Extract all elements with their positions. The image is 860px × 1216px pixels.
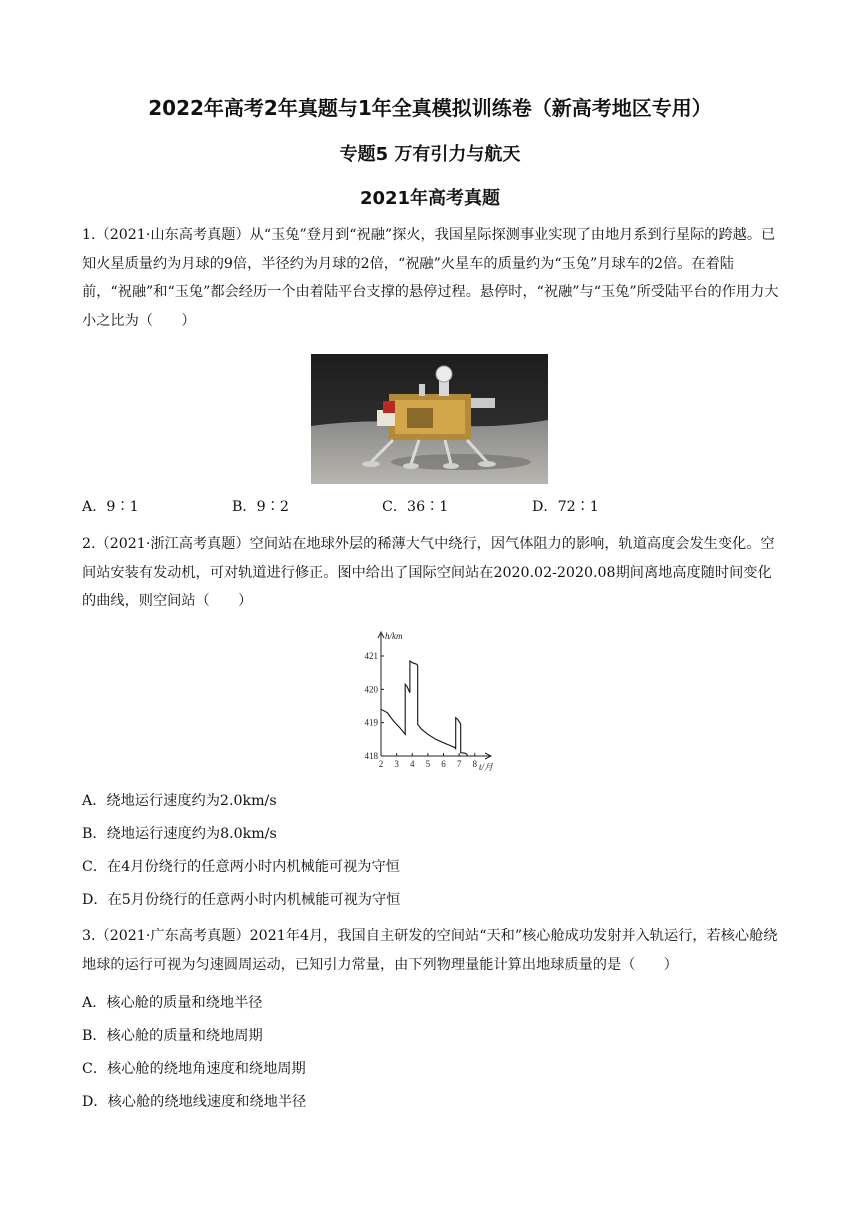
question-3-text: 3.（2021·广东高考真题）2021年4月，我国自主研发的空间站“天和”核心舱成功发射并入轨运行，若核心舱绕地球的运行可视为匀速圆周运动，已知引力常量，由下列物理量能计算出地球质量的是（ ） [82, 928, 778, 973]
y-axis-label: h/km [385, 631, 403, 641]
question-2-text: 2.（2021·浙江高考真题）空间站在地球外层的稀薄大气中绕行，因气体阻力的影响，轨道高度会发生变化。空间站安装有发动机，可对轨道进行修正。图中给出了国际空间站在2020.02-2020.08期间离地高度随时间变化的曲线，则空间站（ ） [82, 536, 775, 609]
x-tick-label: 6 [441, 759, 446, 769]
q1-option-b: B．9∶2 [232, 499, 289, 515]
q3-option-b: B．核心舱的质量和绕地周期 [82, 1028, 263, 1044]
x-tick-label: 5 [425, 759, 431, 769]
q2-option-c: C．在4月份绕行的任意两小时内机械能可视为守恒 [82, 859, 400, 875]
x-tick-label: 8 [472, 759, 477, 769]
q1-option-c: C．36∶1 [382, 499, 449, 515]
x-axis-label: t/月 [479, 762, 494, 772]
y-tick-label: 419 [364, 717, 378, 728]
q1-option-a: A．9∶1 [82, 499, 139, 515]
q3-option-a: A．核心舱的质量和绕地半径 [82, 995, 263, 1011]
document-title: 2022年高考2年真题与1年全真模拟训练卷（新高考地区专用） [148, 96, 712, 120]
x-tick-label: 2 [378, 759, 384, 769]
q3-option-c: C．核心舱的绕地角速度和绕地周期 [82, 1061, 306, 1077]
q2-option-d: D．在5月份绕行的任意两小时内机械能可视为守恒 [82, 892, 401, 908]
x-tick-label: 3 [394, 759, 399, 769]
section-title: 2021年高考真题 [359, 188, 501, 209]
altitude-series-line [381, 661, 475, 756]
q2-option-b: B．绕地运行速度约为8.0km/s [82, 826, 277, 842]
y-tick-label: 418 [364, 751, 378, 761]
q2-option-a: A．绕地运行速度约为2.0km/s [82, 793, 277, 809]
y-tick-label: 420 [364, 684, 378, 695]
lander-illustration [311, 354, 548, 484]
y-tick-label: 421 [364, 651, 378, 661]
x-tick-label: 7 [456, 759, 462, 769]
lunar-lander-photo [311, 354, 548, 484]
altitude-chart [355, 628, 495, 774]
q3-option-d: D．核心舱的绕地线速度和绕地半径 [82, 1094, 307, 1110]
q1-option-d: D．72∶1 [532, 499, 599, 515]
topic-title: 专题5 万有引力与航天 [339, 144, 521, 165]
x-tick-label: 4 [410, 759, 415, 769]
question-1-text: 1.（2021·山东高考真题）从“玉兔”登月到“祝融”探火，我国星际探测事业实现了由地月系到行星际的跨越。已知火星质量约为月球的9倍，半径约为月球的2倍，“祝融”火星车的质量约为“玉兔”月球车的2倍。在着陆前，“祝融”和“玉兔”都会经历一个由着陆平台支撑的悬停过程。悬停时，“祝融”与“玉兔”所受陆平台的作用力大小之比为（ ） [82, 227, 779, 329]
altitude-chart-svg [355, 628, 495, 774]
